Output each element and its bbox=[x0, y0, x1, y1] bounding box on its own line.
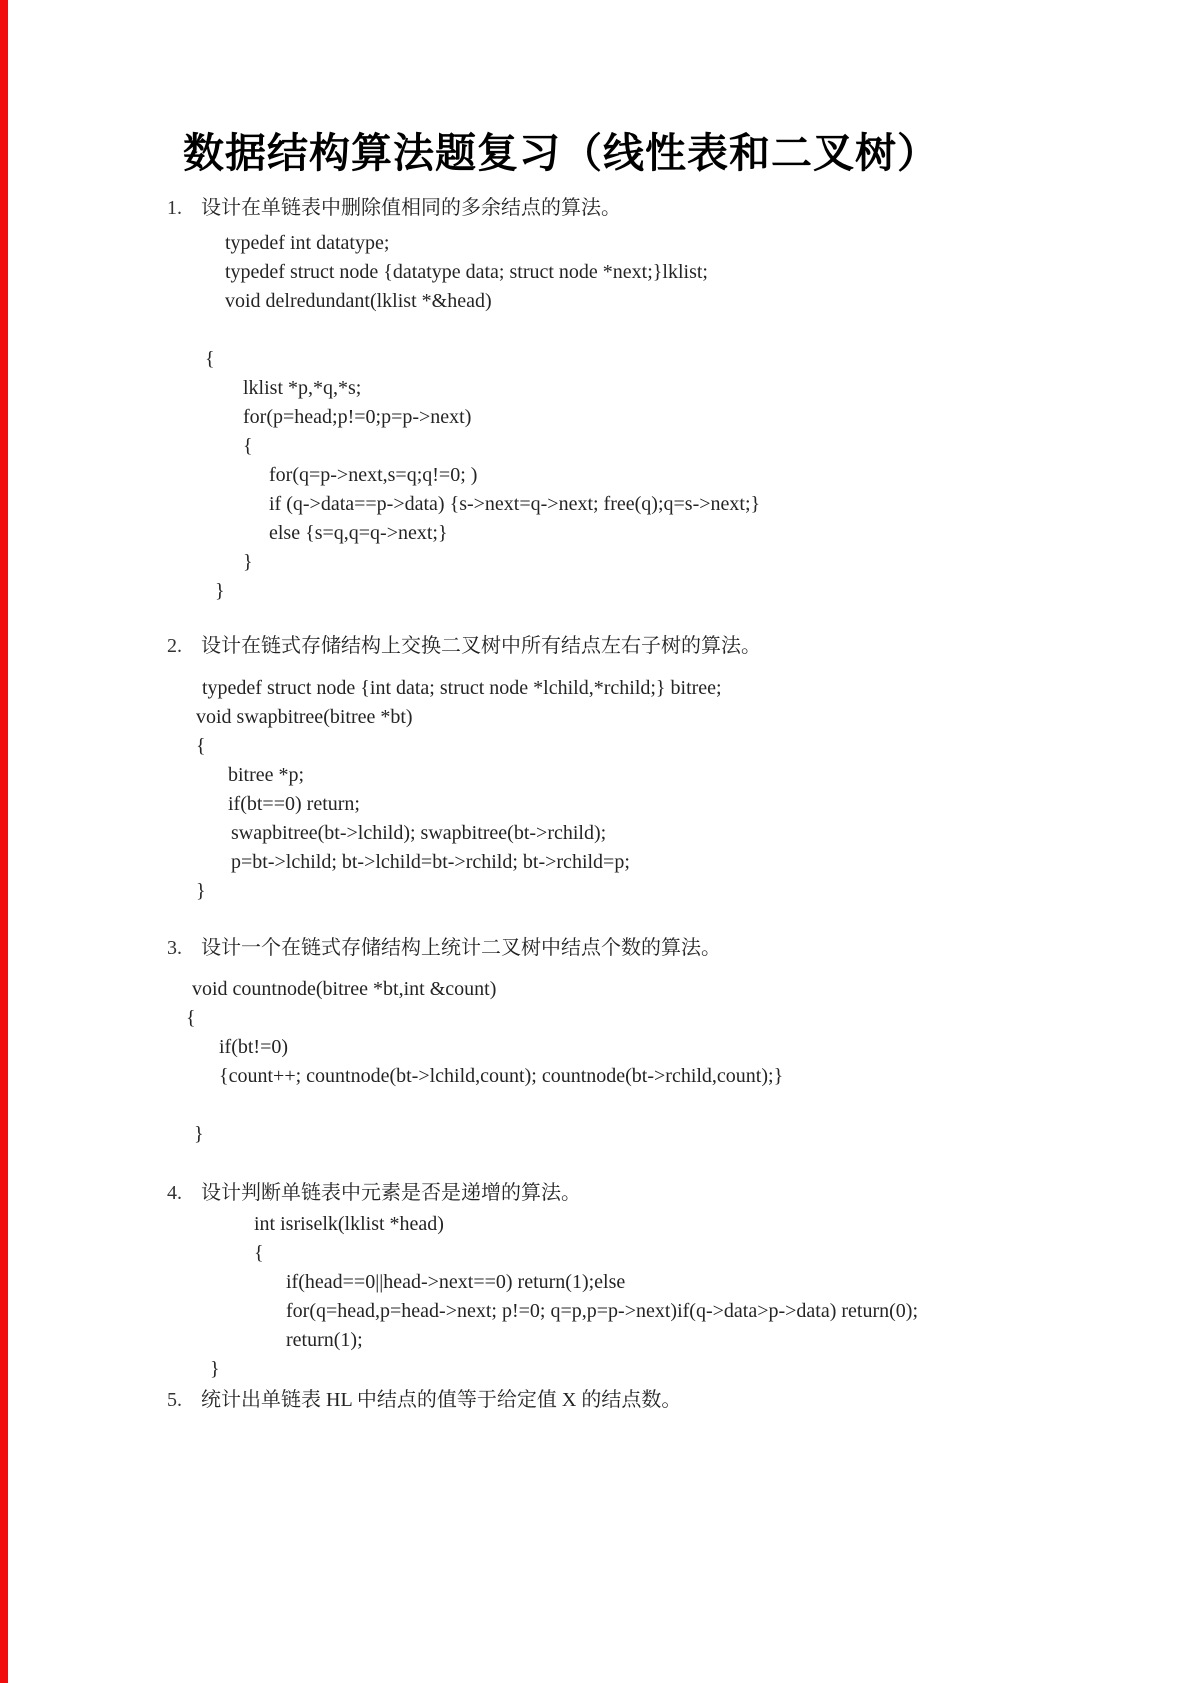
item-heading bbox=[0, 194, 1190, 223]
code-line: swapbitree(bt->lchild); swapbitree(bt->rchild); bbox=[231, 822, 607, 844]
code-line: } bbox=[210, 1358, 220, 1380]
code-line: return(1); bbox=[286, 1329, 363, 1351]
code-line: } bbox=[243, 551, 253, 573]
item-heading bbox=[0, 632, 1190, 661]
item-number: 2. bbox=[167, 635, 182, 657]
code-line: typedef int datatype; bbox=[225, 232, 390, 254]
code-line: if(bt!=0) bbox=[219, 1036, 289, 1058]
code-line: { bbox=[243, 435, 253, 457]
exercise-item-1 bbox=[0, 194, 1190, 606]
code-line bbox=[186, 1091, 1190, 1120]
code-line: } bbox=[194, 1123, 204, 1145]
item-question-text: 设计判断单链表中元素是否是递增的算法。 bbox=[201, 1182, 581, 1204]
code-line: void swapbitree(bitree *bt) bbox=[196, 706, 413, 728]
code-line: { bbox=[254, 1242, 264, 1264]
item-number: 5. bbox=[167, 1389, 182, 1411]
code-line bbox=[205, 316, 1190, 345]
item-heading bbox=[0, 1179, 1190, 1208]
code-line: int isriselk(lklist *head) bbox=[254, 1213, 444, 1235]
code-line: if(head==0||head->next==0) return(1);else bbox=[286, 1271, 626, 1293]
code-line: bitree *p; bbox=[228, 764, 305, 786]
item-question-text: 设计在单链表中删除值相同的多余结点的算法。 bbox=[201, 197, 621, 219]
item-number: 4. bbox=[167, 1182, 182, 1204]
code-line: { bbox=[205, 348, 215, 370]
code-block bbox=[186, 975, 1190, 1149]
exercise-item-4 bbox=[0, 1179, 1190, 1384]
code-line: lklist *p,*q,*s; bbox=[243, 377, 362, 399]
exercise-item-2 bbox=[0, 632, 1190, 906]
code-line: {count++; countnode(bt->lchild,count); countnode(bt->rchild,count);} bbox=[219, 1065, 784, 1087]
item-heading bbox=[0, 934, 1190, 963]
code-line: if (q->data==p->data) {s->next=q->next; free(q);q=s->next;} bbox=[269, 493, 761, 515]
item-question-text: 设计一个在链式存储结构上统计二叉树中结点个数的算法。 bbox=[201, 937, 721, 959]
code-line: { bbox=[186, 1007, 196, 1029]
code-line: typedef struct node {datatype data; struct node *next;}lklist; bbox=[225, 261, 708, 283]
item-heading bbox=[0, 1386, 1190, 1415]
code-line: for(p=head;p!=0;p=p->next) bbox=[243, 406, 472, 428]
exercise-item-5 bbox=[0, 1386, 1190, 1415]
code-line: { bbox=[196, 735, 206, 757]
item-question-text: 统计出单链表 HL 中结点的值等于给定值 X 的结点数。 bbox=[201, 1389, 682, 1411]
code-block bbox=[210, 1210, 1190, 1384]
code-line: typedef struct node {int data; struct node *lchild,*rchild;} bitree; bbox=[202, 677, 722, 699]
code-line: } bbox=[215, 580, 225, 602]
code-line: } bbox=[196, 880, 206, 902]
item-number: 3. bbox=[167, 937, 182, 959]
item-number: 1. bbox=[167, 197, 182, 219]
code-line: for(q=p->next,s=q;q!=0; ) bbox=[269, 464, 478, 486]
code-line: if(bt==0) return; bbox=[228, 793, 360, 815]
code-line: void delredundant(lklist *&head) bbox=[225, 290, 492, 312]
page-title: 数据结构算法题复习（线性表和二叉树） bbox=[183, 130, 939, 176]
code-block bbox=[196, 674, 1190, 906]
exercise-item-3 bbox=[0, 934, 1190, 1149]
code-block bbox=[205, 229, 1190, 606]
code-line: void countnode(bitree *bt,int &count) bbox=[192, 978, 497, 1000]
code-line: p=bt->lchild; bt->lchild=bt->rchild; bt->rchild=p; bbox=[231, 851, 630, 873]
item-question-text: 设计在链式存储结构上交换二叉树中所有结点左右子树的算法。 bbox=[201, 635, 761, 657]
code-line: else {s=q,q=q->next;} bbox=[269, 522, 448, 544]
code-line: for(q=head,p=head->next; p!=0; q=p,p=p->next)if(q->data>p->data) return(0); bbox=[286, 1300, 919, 1322]
left-margin-bar bbox=[0, 0, 8, 1683]
